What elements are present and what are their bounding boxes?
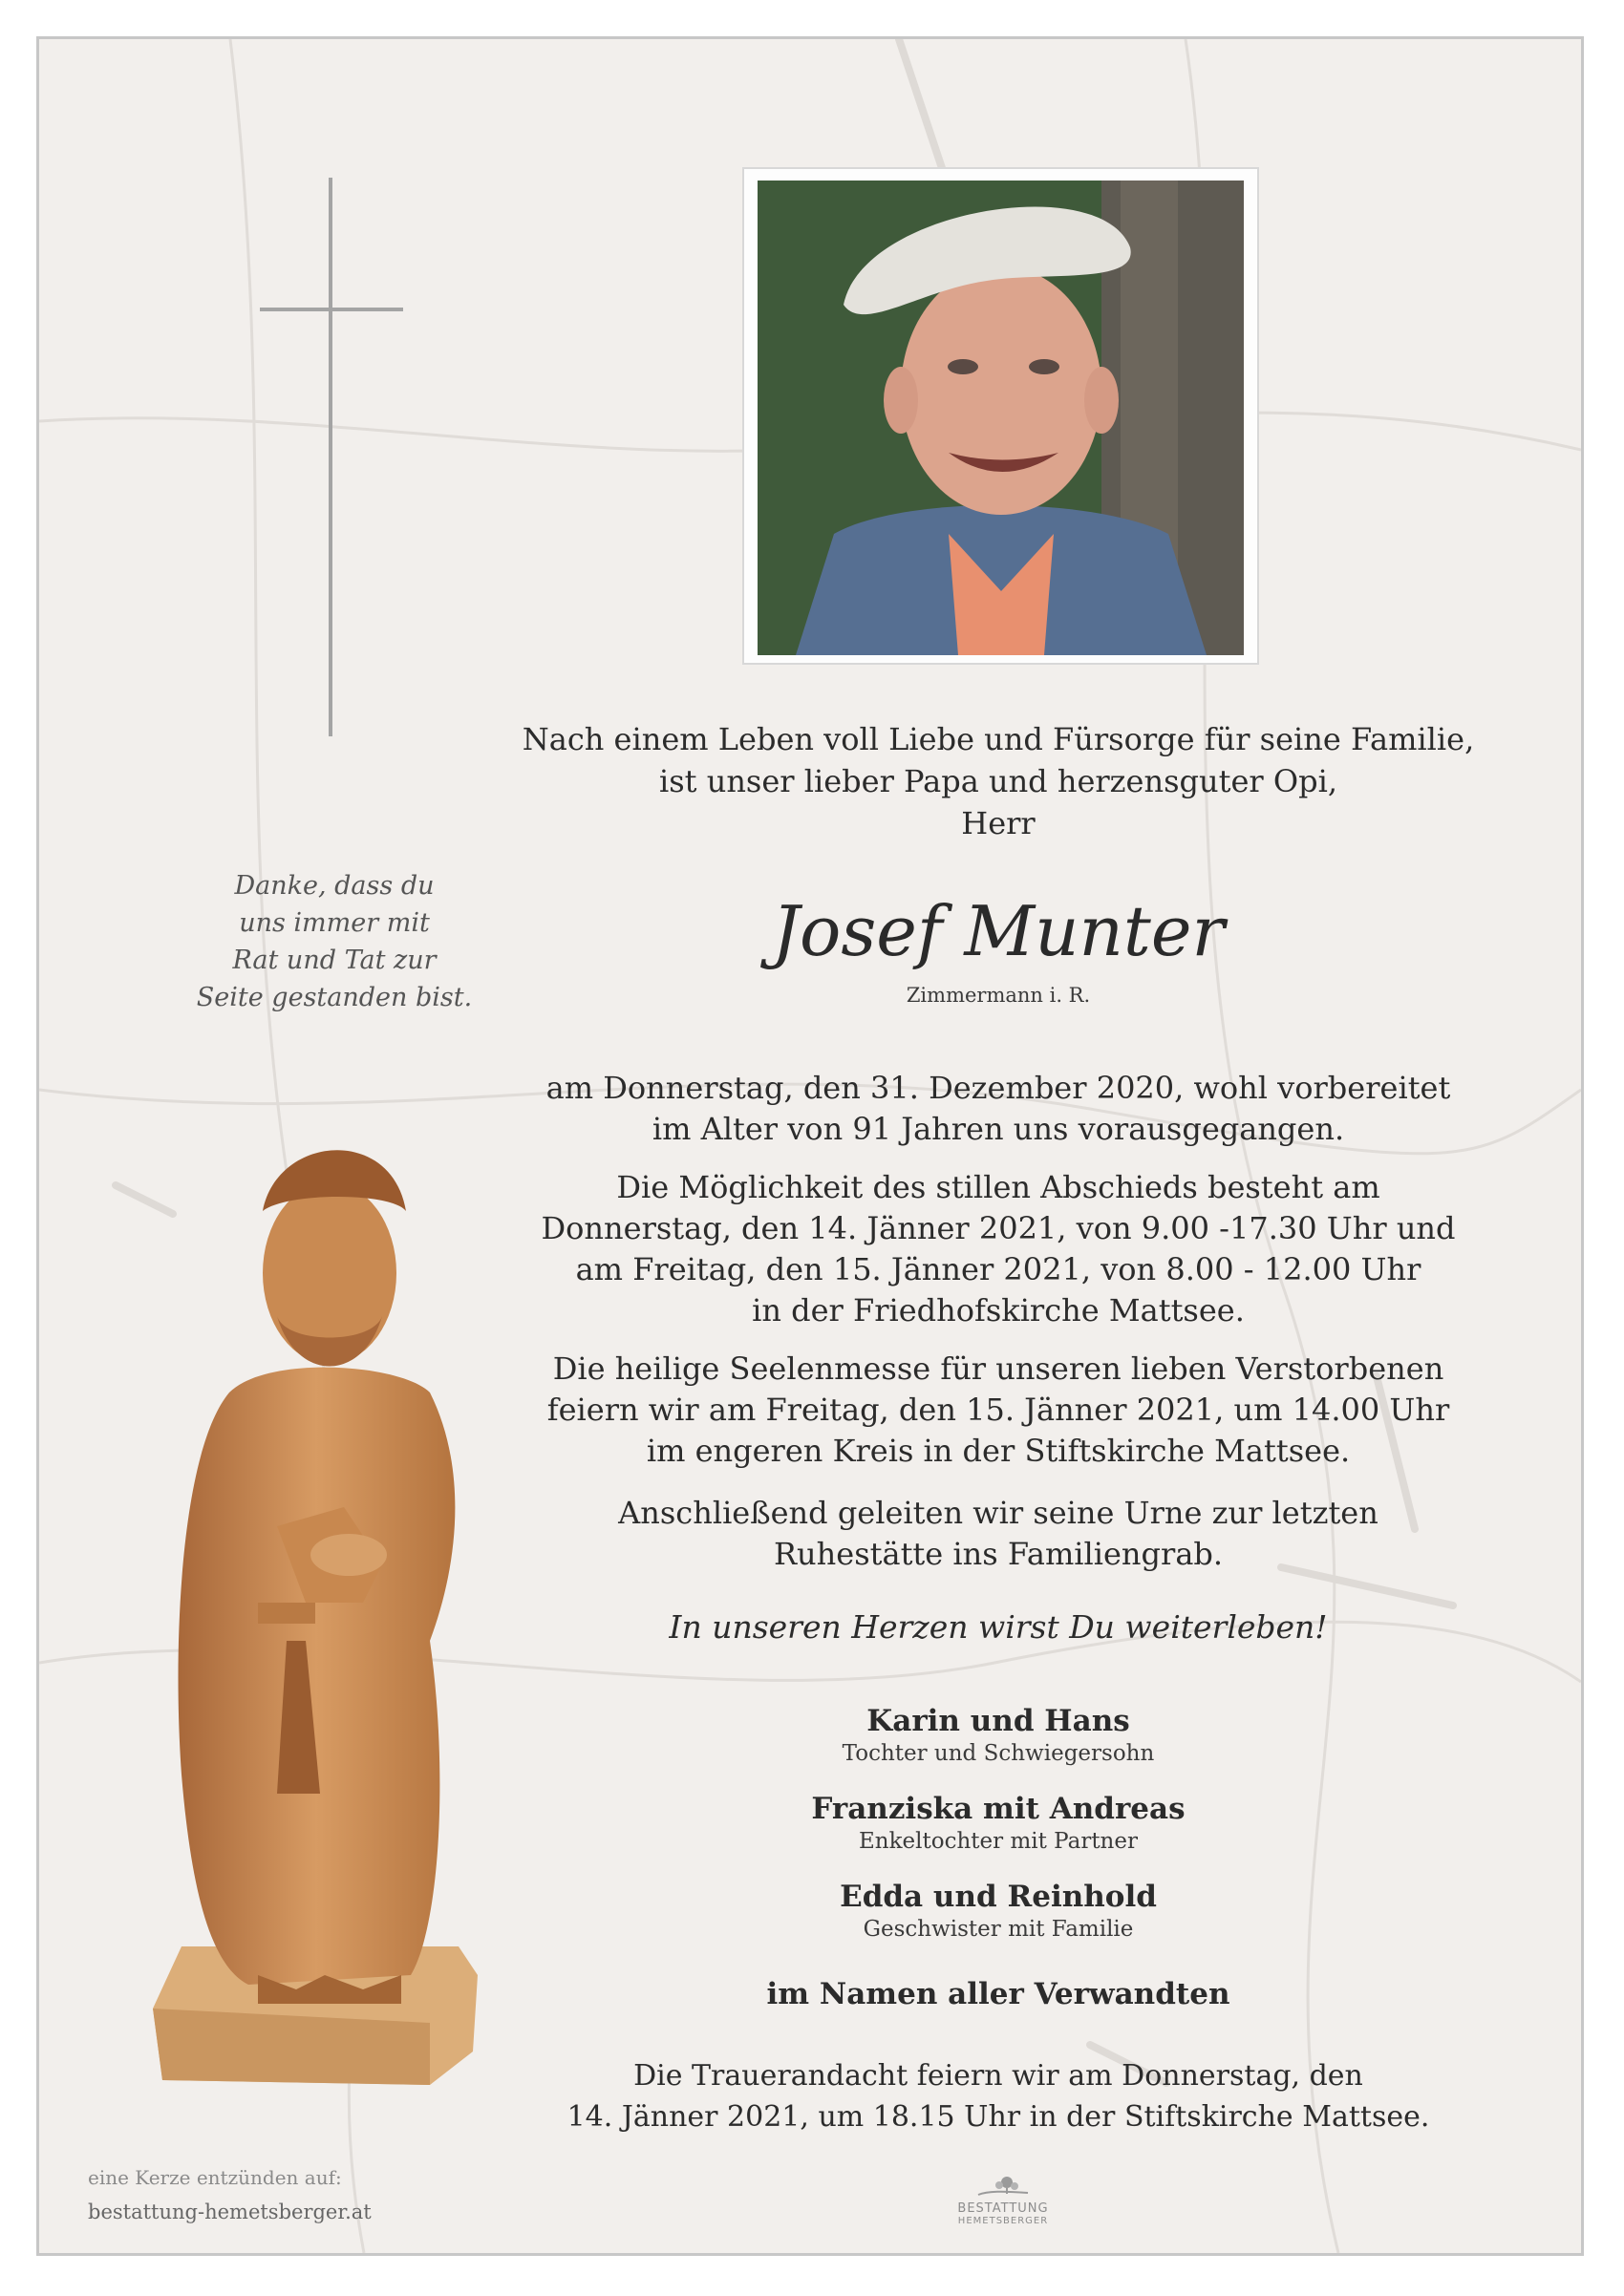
mourner-relation: Enkeltochter mit Partner: [859, 1829, 1138, 1854]
mourner-names: Karin und Hans: [866, 1704, 1130, 1738]
intro-line: ist unser lieber Papa und herzensguter Opi,: [659, 763, 1337, 799]
cross-icon-beam: [260, 308, 403, 311]
quote-line: uns immer mit: [239, 908, 430, 938]
funeral-home-logo: [946, 2174, 1060, 2227]
mourner-entry: [516, 1790, 1481, 1855]
mourner-relation: Geschwister mit Familie: [863, 1917, 1134, 1942]
mourner-names: Franziska mit Andreas: [811, 1792, 1186, 1826]
farewell-quote: [172, 867, 497, 1016]
quote-line: Seite gestanden bist.: [196, 983, 473, 1012]
andacht-line: Die Trauerandacht feiern wir am Donnerstag, den: [633, 2059, 1363, 2093]
farewell-line: Die Möglichkeit des stillen Abschieds besteht am: [616, 1169, 1380, 1205]
all-relatives: im Namen aller Verwandten: [766, 1977, 1230, 2011]
mourner-entry: [516, 1702, 1481, 1767]
death-line: am Donnerstag, den 31. Dezember 2020, wohl vorbereitet: [545, 1070, 1451, 1106]
quote-line: Danke, dass du: [234, 871, 435, 901]
mass-line: Die heilige Seelenmesse für unseren lieben Verstorbenen: [552, 1350, 1444, 1387]
memorial-service: [516, 2055, 1481, 2137]
candle-label: eine Kerze entzünden auf:: [88, 2166, 342, 2189]
candle-url-link[interactable]: bestattung-hemetsberger.at: [88, 2200, 372, 2223]
farewell-viewing: [516, 1167, 1481, 1331]
burial-line: Ruhestätte ins Familiengrab.: [773, 1536, 1224, 1572]
logo-line: HEMETSBERGER: [957, 2216, 1049, 2226]
quote-line: Rat und Tat zur: [232, 946, 437, 975]
closing-line: In unseren Herzen wirst Du weiterleben!: [669, 1608, 1328, 1646]
mourner-names: Edda und Reinhold: [840, 1880, 1157, 1914]
burial-notice: [516, 1493, 1481, 1575]
portrait-frame: [742, 167, 1259, 665]
mass-line: feiern wir am Freitag, den 15. Jänner 2021, um 14.00 Uhr: [546, 1392, 1450, 1428]
burial-line: Anschließend geleiten wir seine Urne zur letzten: [618, 1495, 1378, 1531]
candle-notice: [88, 2160, 372, 2229]
andacht-line: 14. Jänner 2021, um 18.15 Uhr in der Stiftskirche Mattsee.: [566, 2100, 1430, 2134]
mourner-relation: Tochter und Schwiegersohn: [842, 1741, 1155, 1766]
logo-line: BESTATTUNG: [957, 2201, 1049, 2216]
death-line: im Alter von 91 Jahren uns vorausgegangen.: [652, 1111, 1345, 1147]
farewell-line: am Freitag, den 15. Jänner 2021, von 8.00 - 12.00 Uhr: [575, 1251, 1421, 1287]
mass-line: im engeren Kreis in der Stiftskirche Mattsee.: [646, 1433, 1351, 1469]
death-notice: [516, 1068, 1481, 1150]
farewell-line: in der Friedhofskirche Mattsee.: [752, 1292, 1245, 1329]
intro-text: [516, 718, 1481, 844]
flower-icon: [974, 2174, 1032, 2199]
mourner-entry: [516, 1878, 1481, 1943]
cross-icon: [329, 178, 332, 736]
deceased-name: Josef Munter: [772, 891, 1225, 971]
portrait-photo: [758, 181, 1244, 655]
intro-line: Nach einem Leben voll Liebe und Fürsorge für seine Familie,: [522, 721, 1475, 757]
farewell-line: Donnerstag, den 14. Jänner 2021, von 9.00 -17.30 Uhr und: [541, 1210, 1456, 1246]
saint-joseph-statue: [143, 1106, 506, 2090]
requiem-mass: [516, 1349, 1481, 1472]
deceased-profession: Zimmermann i. R.: [906, 984, 1091, 1007]
intro-line: Herr: [961, 805, 1036, 841]
